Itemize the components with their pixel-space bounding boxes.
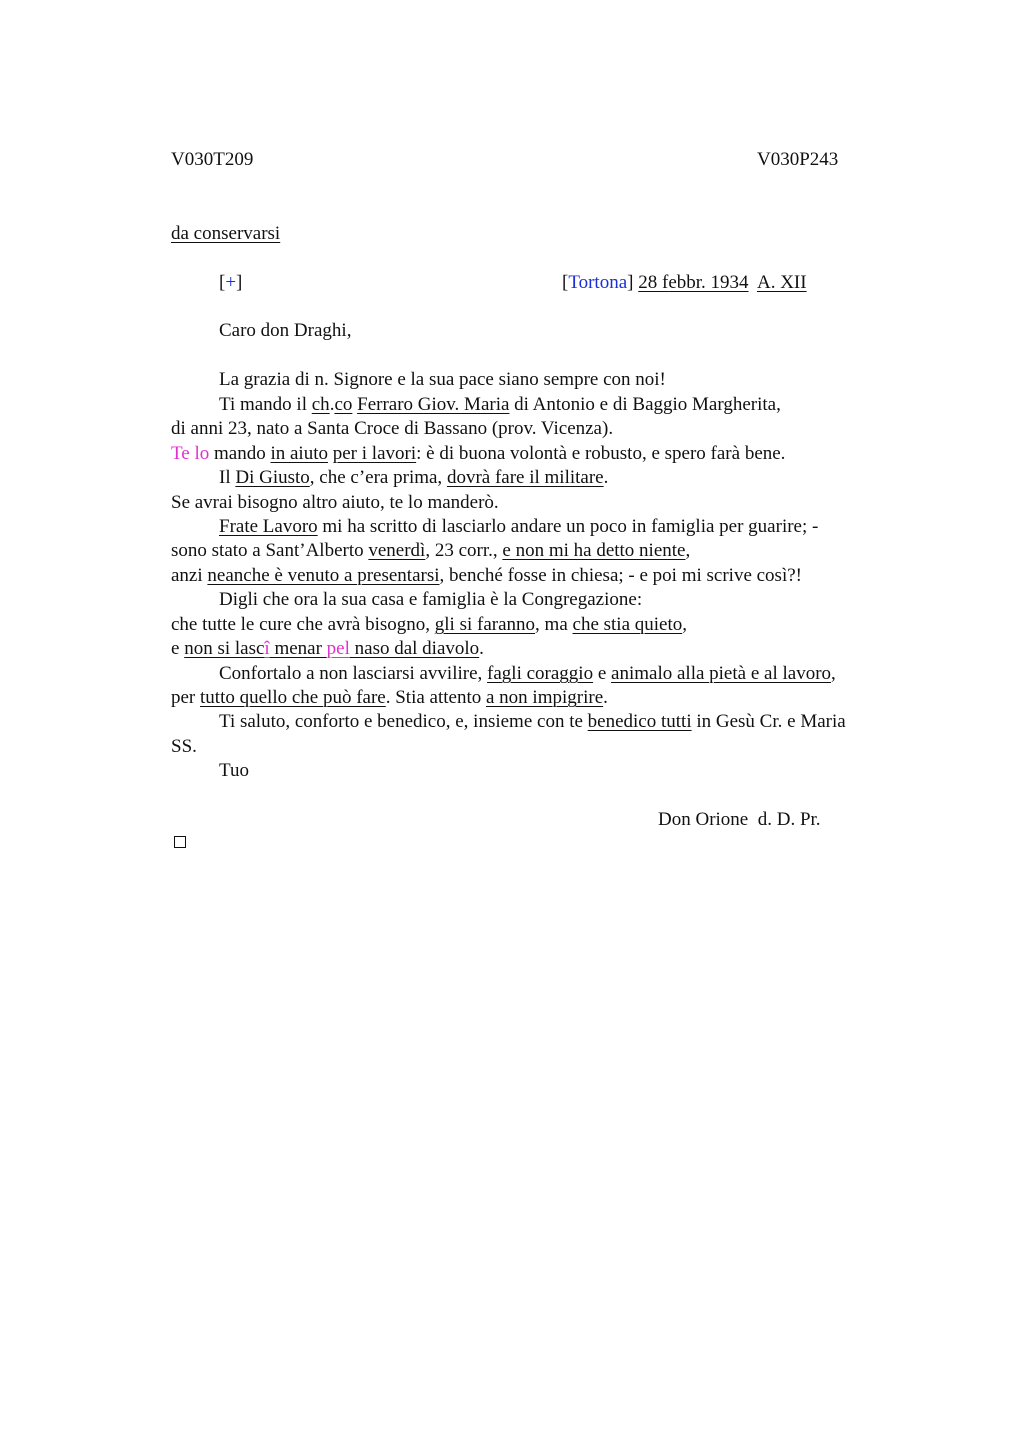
date-part-a: 28 f <box>638 272 669 293</box>
end-marker-checkbox-icon <box>174 836 186 848</box>
body-line-4: Te lo mando in aiuto per i lavori: è di buona volontà e robusto, e spero farà bene. <box>171 443 786 464</box>
fascist-era-year: A. XII <box>756 272 807 293</box>
body-line-16: SS. <box>171 736 197 757</box>
body-line-2: Ti mando il ch.co Ferraro Giov. Maria di Antonio e di Baggio Margherita, <box>219 394 781 415</box>
document-code-right: V030P243 <box>757 149 839 170</box>
body-line-14: per tutto quello che può fare. Stia attento a non impigrire. <box>171 687 608 708</box>
salutation: Caro don Draghi, <box>219 320 352 341</box>
body-line-11: che tutte le cure che avrà bisogno, gli si faranno, ma che stia quieto, <box>171 614 688 635</box>
body-line-8: sono stato a Sant’Alberto venerdì, 23 corr., e non mi ha detto niente, <box>171 540 691 561</box>
place-name: Tortona <box>568 272 628 293</box>
dateline <box>562 273 807 292</box>
signature: Don Orione d. D. Pr. <box>658 809 821 830</box>
body-line-1: La grazia di n. Signore e la sua pace siano sempre con noi! <box>219 369 666 390</box>
cross-mark: [+] <box>219 272 243 293</box>
body-line-5: Il Di Giusto, che c’era prima, dovrà fare il militare. <box>219 467 609 488</box>
body-line-7: Frate Lavoro mi ha scritto di lasciarlo andare un poco in famiglia per guarire; - <box>219 516 819 537</box>
place-close: ] <box>627 272 634 293</box>
closing-word: Tuo <box>219 760 249 781</box>
body-line-12: e non si lascî menar pel naso dal diavolo. <box>171 638 484 659</box>
date-part-b: ebbr. 1934 <box>668 272 749 293</box>
archival-note: da conservarsi <box>171 223 281 244</box>
document-code-left: V030T209 <box>171 149 254 170</box>
body-line-6: Se avrai bisogno altro aiuto, te lo manderò. <box>171 492 499 513</box>
body-line-3: di anni 23, nato a Santa Croce di Bassano (prov. Vicenza). <box>171 418 614 439</box>
place-open: [ <box>562 272 569 293</box>
body-line-9: anzi neanche è venuto a presentarsi, benché fosse in chiesa; - e poi mi scrive così?! <box>171 565 802 586</box>
body-line-10: Digli che ora la sua casa e famiglia è la Congregazione: <box>219 589 643 610</box>
body-line-15: Ti saluto, conforto e benedico, e, insieme con te benedico tutti in Gesù Cr. e Maria <box>219 711 846 732</box>
person-name: Ferraro Giov. Maria <box>357 394 510 415</box>
body-line-13: Confortalo a non lasciarsi avvilire, fagli coraggio e animalo alla pietà e al lavoro, <box>219 663 836 684</box>
